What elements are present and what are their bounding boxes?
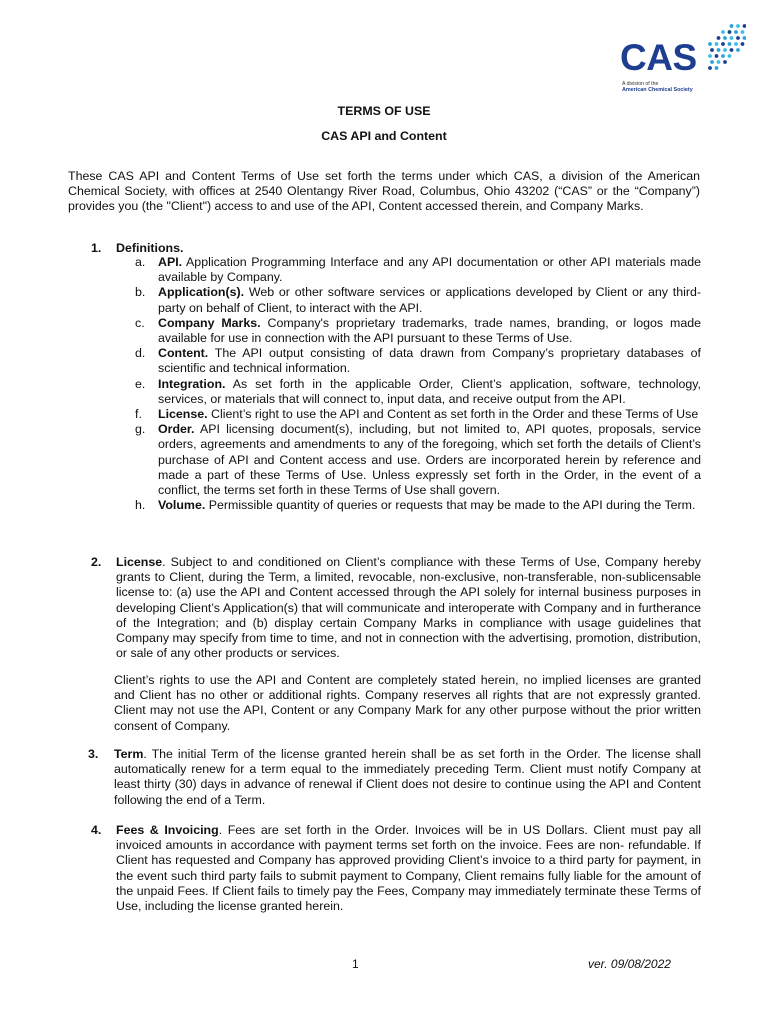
logo-dot [736, 24, 740, 28]
logo-dot [734, 30, 738, 34]
section-2-heading: License [116, 555, 163, 569]
section-2-license [116, 555, 701, 661]
logo-dot [730, 36, 734, 40]
section-4-text: . Fees are set forth in the Order. Invoices will be in US Dollars. Client must pay all invoiced amounts in accordance with payment terms set forth on the invoice. Fees are non- refundable. If Client has requested and Company has approved providing Client’s invoice to a third party for payment, in the event such third party fails to submit payment to Company, Client remains fully liable for the amount of the unpaid Fees. If Client fails to timely pay the Fees, Company may immediately terminate these Terms of Use, including the license granted herein. [116, 823, 701, 914]
cas-logo [620, 22, 748, 102]
section-3-text: . The initial Term of the license granted herein shall be as set forth in the Order. The license shall automatically renew for a term equal to the immediately preceding Term. Client must notify Company at least thirty (30) days in advance of renewal if Client does not desire to continue using the API and Content following the end of a Term. [114, 747, 701, 807]
logo-dot [708, 54, 712, 58]
logo-dot [736, 36, 740, 40]
logo-dot [728, 54, 732, 58]
section-4-number: 4. [91, 823, 102, 837]
document-subtitle: CAS API and Content [321, 129, 447, 143]
definitions-list [135, 255, 701, 513]
logo-dot [730, 24, 734, 28]
definition-item: g. Order. API licensing document(s), including, but not limited to, API quotes, proposals, service orders, agreements and amendments to any of the foregoing, which set forth the details of Client’s purchase of API and Content access and use. Orders are incorporated herein by reference and made a part of these Terms of Use. Unless expressly set forth in the Order, in the event of a conflict, the terms set forth in these Terms of Use shall govern. [135, 422, 701, 498]
logo-dot [723, 60, 727, 64]
section-4-heading: Fees & Invoicing [116, 823, 219, 837]
section-2-paragraph-2: Client’s rights to use the API and Content are completely stated herein, no implied licenses are granted and Client has no other or additional rights. Company reserves all rights that are not expressly granted. Client may not use the API, Content or any Company Mark for any other purpose without the prior written consent of Company. [114, 673, 701, 733]
logo-dot [717, 60, 721, 64]
logo-dot [730, 48, 734, 52]
logo-dot [743, 36, 746, 40]
logo-tagline-1: A division of the [622, 81, 659, 87]
logo-dot [741, 42, 745, 46]
version-label: ver. 09/08/2022 [588, 957, 671, 971]
section-1-heading: Definitions. [116, 241, 184, 255]
logo-dot [710, 60, 714, 64]
logo-dot [710, 48, 714, 52]
section-2-text: . Subject to and conditioned on Client’s compliance with these Terms of Use, Company hereby grants to Client, during the Term, a limited, revocable, non-exclusive, non-transferable, non-sublicensable license to: (a) use the API and Content accessed through the API solely for internal business purposes in developing Client’s Application(s) that will communicate and interoperate with Company and in furtherance of the Integration; and (b) display certain Company Marks in compliance with usage guidelines that Company may specify from time to time, and not in connection with the advertising, promotion, distribution, or sale of any other products or services. [116, 555, 701, 661]
definition-item: b. Application(s). Web or other software services or applications developed by Client or any third-party on behalf of Client, to interact with the API. [135, 285, 701, 315]
molecule-dots-icon [706, 22, 746, 72]
logo-dot [708, 66, 712, 70]
logo-dot [728, 30, 732, 34]
section-4-fees [116, 823, 701, 914]
logo-dot [721, 42, 725, 46]
logo-tagline-2: American Chemical Society [622, 87, 693, 93]
page-number: 1 [352, 957, 359, 971]
logo-dot [715, 66, 719, 70]
logo-dot [715, 42, 719, 46]
logo-dot [717, 36, 721, 40]
logo-dot [736, 48, 740, 52]
logo-dot [728, 42, 732, 46]
section-3-number: 3. [88, 747, 99, 761]
definition-item: h. Volume. Permissible quantity of queries or requests that may be made to the API during the Term. [135, 498, 696, 513]
section-3-heading: Term [114, 747, 144, 761]
logo-wordmark: CAS [620, 37, 697, 78]
definition-item: e. Integration. As set forth in the applicable Order, Client’s application, software, technology, services, or materials that will connect to, input data, and receive output from the API. [135, 376, 701, 406]
definition-item: c. Company Marks. Company's proprietary trademarks, trade names, branding, or logos made available for use in connection with the API pursuant to these Terms of Use. [135, 315, 702, 346]
definition-item: a. API. Application Programming Interface and any API documentation or other API materials made available by Company. [135, 255, 701, 285]
logo-dot [741, 30, 745, 34]
section-2-number: 2. [91, 555, 102, 569]
document-title: TERMS OF USE [337, 104, 431, 118]
definition-item: f. License. Client’s right to use the API and Content as set forth in the Order and these Terms of Use [135, 407, 699, 422]
logo-dot [721, 30, 725, 34]
logo-dot [743, 24, 746, 28]
logo-dot [723, 36, 727, 40]
intro-paragraph: These CAS API and Content Terms of Use set forth the terms under which CAS, a division of the American Chemical Society, with offices at 2540 Olentangy River Road, Columbus, Ohio 43202 (“CAS” or the “Company”) provides you (the "Client") access to and use of the API, Content accessed therein, and Company Marks. [68, 169, 700, 214]
logo-dot [708, 42, 712, 46]
logo-dot [723, 48, 727, 52]
section-1-number: 1. [91, 241, 102, 255]
logo-dot [721, 54, 725, 58]
section-3-term [114, 747, 701, 808]
logo-dot [715, 54, 719, 58]
definition-item: d. Content. The API output consisting of data drawn from Company’s proprietary databases of scientific and technical information. [135, 346, 701, 376]
logo-dot [734, 42, 738, 46]
logo-dot [717, 48, 721, 52]
